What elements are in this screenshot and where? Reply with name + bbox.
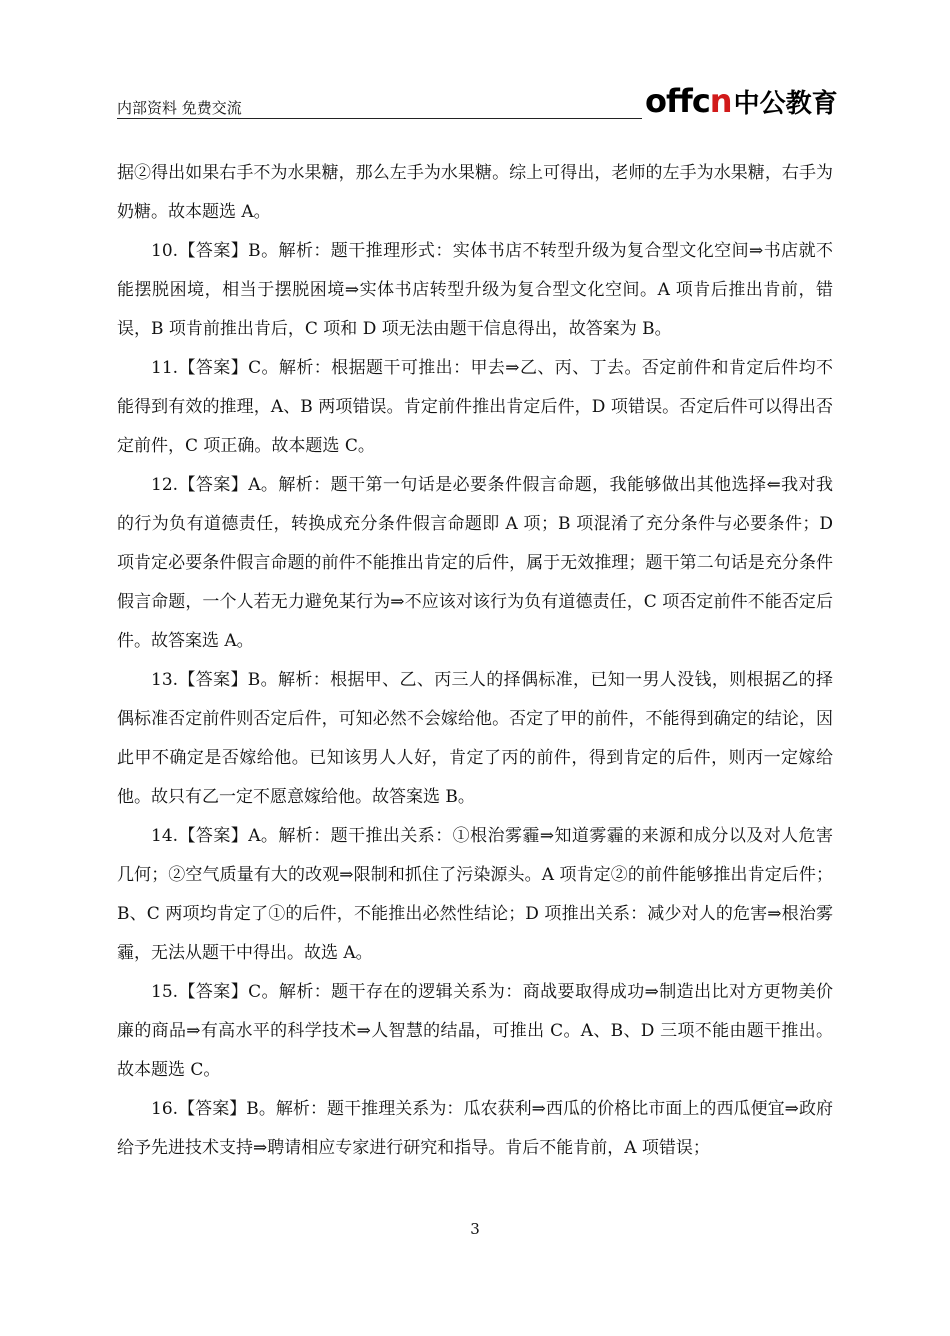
header-divider — [117, 118, 642, 119]
page-header — [117, 80, 838, 120]
answer-paragraph-10: 10.【答案】B。解析：题干推理形式：实体书店不转型升级为复合型文化空间⇒书店就不能摆脱困境，相当于摆脱困境⇒实体书店转型升级为复合型文化空间。A 项肯后推出肯前，错误，B 项肯前推出肯后，C 项和 D 项无法由题干信息得出，故答案为 B。 — [117, 241, 833, 339]
answer-paragraph-15: 15.【答案】C。解析：题干存在的逻辑关系为：商战要取得成功⇒制造出比对方更物美价廉的商品⇒有高水平的科学技术⇒人智慧的结晶，可推出 C。A、B、D 三项不能由题干推出。故本题选 C。 — [117, 982, 833, 1080]
paragraph-continuation: 据②得出如果右手不为水果糖，那么左手为水果糖。综上可得出，老师的左手为水果糖，右手为奶糖。故本题选 A。 — [117, 163, 833, 222]
page-number: 3 — [470, 1220, 480, 1238]
logo-chinese-name: 中公教育 — [733, 88, 838, 119]
logo-wordmark — [645, 82, 732, 120]
answer-paragraph-11: 11.【答案】C。解析：根据题干可推出：甲去⇒乙、丙、丁去。否定前件和肯定后件均不能得到有效的推理，A、B 两项错误。肯定前件推出肯定后件，D 项错误。否定后件可以得出否定前件，C 项正确。故本题选 C。 — [117, 358, 833, 456]
answer-paragraph-14: 14.【答案】A。解析：题干推出关系：①根治雾霾⇒知道雾霾的来源和成分以及对人危害几何；②空气质量有大的改观⇒限制和抓住了污染源头。A 项肯定②的前件能够推出肯定后件；B、C 两项均肯定了①的后件，不能推出必然性结论；D 项推出关系：减少对人的危害⇒根治雾霾，无法从题干中得出。故选 A。 — [117, 826, 833, 963]
logo-wordmark-prefix: offc — [645, 82, 710, 120]
answer-paragraph-12: 12.【答案】A。解析：题干第一句话是必要条件假言命题，我能够做出其他选择⇐我对我的行为负有道德责任，转换成充分条件假言命题即 A 项；B 项混淆了充分条件与必要条件；D 项肯定必要条件假言命题的前件不能推出肯定的后件，属于无效推理；题干第二句话是充分条件假言命题，一个人若无力避免某行为⇒不应该对该行为负有道德责任，C 项否定前件不能否定后件。故答案选 A。 — [117, 475, 833, 651]
document-body — [117, 154, 833, 1168]
logo-wordmark-accent: n — [709, 82, 732, 120]
header-label: 内部资料 免费交流 — [117, 99, 242, 117]
answer-paragraph-16: 16.【答案】B。解析：题干推理关系为：瓜农获利⇒西瓜的价格比市面上的西瓜便宜⇒政府给予先进技术支持⇒聘请相应专家进行研究和指导。肯后不能肯前，A 项错误； — [117, 1099, 833, 1158]
answer-paragraph-13: 13.【答案】B。解析：根据甲、乙、丙三人的择偶标准，已知一男人没钱，则根据乙的择偶标准否定前件则否定后件，可知必然不会嫁给他。否定了甲的前件，不能得到确定的结论，因此甲不确定是否嫁给他。已知该男人人好，肯定了丙的前件，得到肯定的后件，则丙一定嫁给他。故只有乙一定不愿意嫁给他。故答案选 B。 — [117, 670, 833, 807]
offcn-logo — [645, 82, 838, 118]
